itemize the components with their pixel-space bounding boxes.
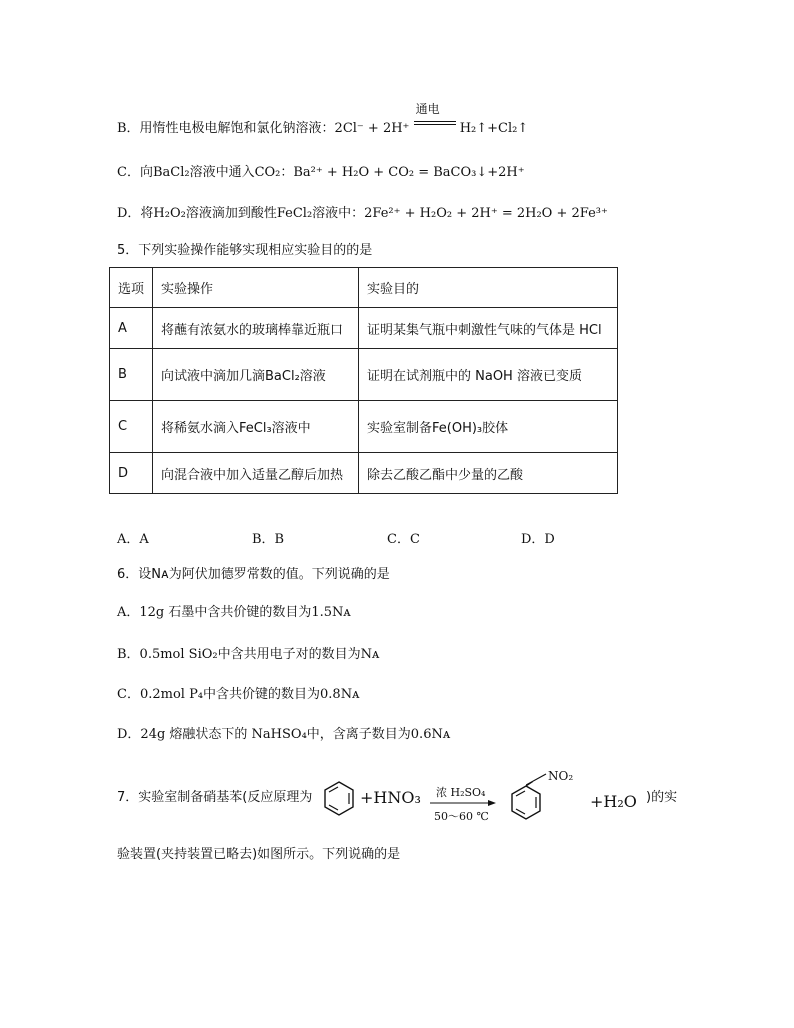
q4-option-d: D．将H₂O₂溶液滴加到酸性FeCl₂溶液中：2Fe²⁺ + H₂O₂ + 2H⁺ = 2H₂O + 2Fe³⁺ [117, 206, 608, 221]
answer-c: C．C [387, 532, 420, 547]
q6-option-c: C．0.2mol P₄中含共价键的数目为0.8Nᴀ [117, 687, 360, 702]
q7-reagent: +HNO₃ [360, 788, 421, 807]
answer-a: A．A [117, 532, 149, 547]
condition-bottom: 50～60 ℃ [434, 810, 489, 823]
q6-stem: 6．设Nᴀ为阿伏加德罗常数的值。下列说确的是 [117, 567, 390, 582]
row-option: B [110, 349, 153, 401]
table-row [110, 453, 618, 494]
electrolysis-arrow [414, 102, 456, 134]
q4-b-products: H₂↑+Cl₂↑ [459, 121, 529, 136]
row-operation: 向混合液中加入适量乙醇后加热 [153, 453, 359, 494]
q6-option-a: A．12g 石墨中含共价键的数目为1.5Nᴀ [117, 605, 351, 620]
row-operation: 将蘸有浓氨水的玻璃棒靠近瓶口 [153, 308, 359, 349]
header-operation: 实验操作 [153, 268, 359, 308]
q6-option-d: D．24g 熔融状态下的 NaHSO₄中，含离子数目为0.6Nᴀ [117, 727, 451, 742]
header-goal: 实验目的 [359, 268, 618, 308]
q7-stem-prefix: 7．实验室制备硝基苯(反应原理为 [117, 790, 313, 805]
q7-water: +H₂O [590, 792, 637, 811]
row-goal: 实验室制备Fe(OH)₃胶体 [359, 401, 618, 453]
row-operation: 向试液中滴加几滴BaCl₂溶液 [153, 349, 359, 401]
q6-option-b: B．0.5mol SiO₂中含共用电子对的数目为Nᴀ [117, 647, 380, 662]
condition-top: 浓 H₂SO₄ [436, 786, 486, 799]
row-option: A [110, 308, 153, 349]
table-row [110, 308, 618, 349]
nitrobenzene-ring-icon [506, 782, 546, 822]
answer-d: D．D [521, 532, 555, 547]
row-option: C [110, 401, 153, 453]
benzene-ring-icon [322, 780, 356, 818]
row-goal: 证明在试剂瓶中的 NaOH 溶液已变质 [359, 349, 618, 401]
reaction-arrow-icon [430, 799, 496, 807]
table-row [110, 349, 618, 401]
q4-b-prefix: B．用惰性电极电解饱和氯化钠溶液：2Cl⁻ + 2H⁺ [117, 121, 410, 136]
q4-option-c: C．向BaCl₂溶液中通入CO₂：Ba²⁺ + H₂O + CO₂ = BaCO₃↓+2H⁺ [117, 165, 525, 180]
table-header-row [110, 268, 618, 308]
q5-table [109, 267, 618, 494]
row-option: D [110, 453, 153, 494]
answer-b: B．B [252, 532, 285, 547]
row-operation: 将稀氨水滴入FeCl₃溶液中 [153, 401, 359, 453]
row-goal: 除去乙酸乙酯中少量的乙酸 [359, 453, 618, 494]
reaction-condition [430, 784, 496, 824]
table-row [110, 401, 618, 453]
header-option: 选项 [110, 268, 153, 308]
q4-option-b [117, 102, 529, 139]
q7-substituent: NO₂ [548, 769, 574, 783]
q4-b-condition: 通电 [415, 102, 440, 116]
q5-stem: 5．下列实验操作能够实现相应实验目的的是 [117, 243, 373, 258]
row-goal: 证明某集气瓶中刺激性气味的气体是 HCl [359, 308, 618, 349]
q7-stem-suffix: )的实 [646, 790, 678, 805]
q7-stem-line2: 验装置(夹持装置已略去)如图所示。下列说确的是 [117, 847, 401, 862]
